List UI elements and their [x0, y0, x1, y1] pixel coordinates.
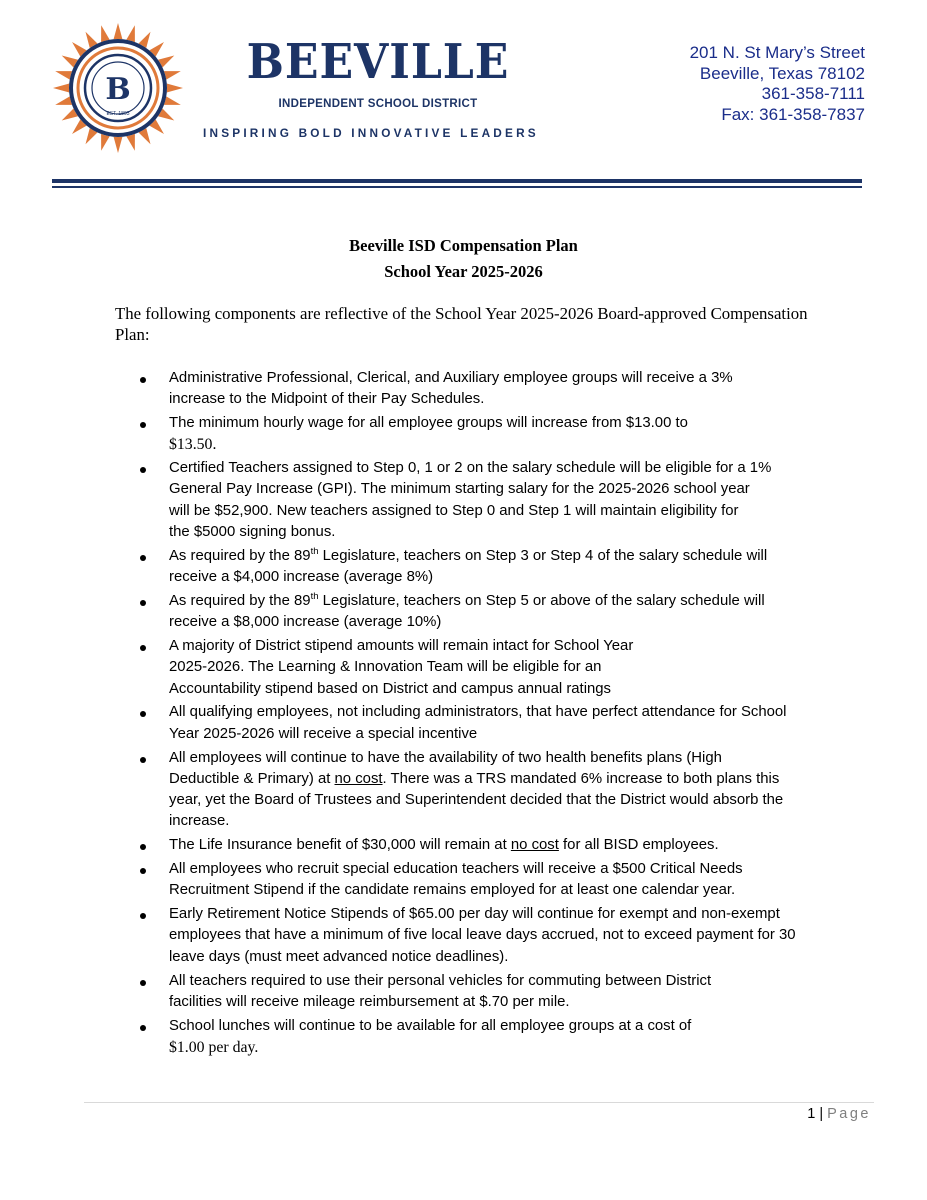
list-item: A majority of District stipend amounts will remain intact for School Year 2025-2026. The Learning & Innovation Team will be eligible for an Accountability stipend based on District and campus annual ratings [140, 636, 880, 700]
bullet-icon [140, 645, 146, 651]
bullet-icon [140, 555, 146, 561]
bullet-icon [140, 980, 146, 986]
compensation-components-list [140, 368, 880, 1061]
bullet-icon [140, 913, 146, 919]
bullet-icon [140, 844, 146, 850]
svg-text:B: B [105, 72, 131, 107]
bullet-icon [140, 711, 146, 717]
district-name: BEEVILLE [246, 34, 510, 90]
document-title: Beeville ISD Compensation Plan [349, 236, 578, 255]
header-divider-thin [52, 186, 862, 188]
district-tagline: INSPIRING BOLD INNOVATIVE LEADERS [203, 126, 539, 140]
footer-separator: | [819, 1106, 824, 1122]
district-subtitle: INDEPENDENT SCHOOL DISTRICT [278, 98, 478, 110]
list-item: As required by the 89th Legislature, teachers on Step 3 or Step 4 of the salary schedule will receive a $4,000 increase (average 8%) [140, 546, 880, 589]
address-phone: 361-358-7111 [761, 84, 865, 103]
list-item: As required by the 89th Legislature, teachers on Step 5 or above of the salary schedule will receive a $8,000 increase (average 10%) [140, 591, 880, 634]
district-address [690, 43, 865, 125]
list-item: Administrative Professional, Clerical, and Auxiliary employee groups will receive a 3% increase to the Midpoint of their Pay Schedules. [140, 368, 880, 411]
header-divider-thick [52, 179, 862, 183]
page-label: Page [827, 1106, 871, 1122]
bullet-icon [140, 422, 146, 428]
intro-paragraph: The following components are reflective of the School Year 2025-2026 Board-approved Compensation Plan: [115, 304, 808, 344]
list-item: All employees will continue to have the availability of two health benefits plans (High Deductible & Primary) at no cost. There was a TRS mandated 6% increase to both plans this year, yet the Board of Trustees and Superintendent decided that the District would absorb the increase. [140, 748, 880, 833]
bullet-icon [140, 467, 146, 473]
bullet-icon [140, 1025, 146, 1031]
address-fax: Fax: 361-358-7837 [721, 104, 865, 124]
bullet-icon [140, 377, 146, 383]
svg-text:EST. 1893: EST. 1893 [106, 111, 130, 117]
list-item: The minimum hourly wage for all employee groups will increase from $13.00 to $13.50. [140, 413, 880, 456]
bullet-icon [140, 868, 146, 874]
address-street: 201 N. St Mary’s Street [689, 43, 865, 62]
list-item: Early Retirement Notice Stipends of $65.00 per day will continue for exempt and non-exempt employees that have a minimum of five local leave days accrued, not to exceed payment for 30 leave days (must meet advanced notice deadlines). [140, 904, 880, 968]
page-number: 1 [807, 1106, 816, 1122]
bullet-icon [140, 600, 146, 606]
list-item: All qualifying employees, not including administrators, that have perfect attendance for School Year 2025-2026 will receive a special incentive [140, 702, 880, 745]
list-item: The Life Insurance benefit of $30,000 will remain at no cost for all BISD employees. [140, 835, 880, 856]
district-seal-logo [52, 22, 184, 154]
list-item: All employees who recruit special education teachers will receive a $500 Critical Needs Recruitment Stipend if the candidate remains employed for at least one calendar year. [140, 859, 880, 902]
page-number-footer [807, 1106, 871, 1122]
footer-divider [84, 1102, 874, 1103]
address-city: Beeville, Texas 78102 [699, 63, 865, 83]
list-item: All teachers required to use their personal vehicles for commuting between District facilities will receive mileage reimbursement at $.70 per mile. [140, 971, 880, 1014]
bullet-icon [140, 757, 146, 763]
list-item: School lunches will continue to be available for all employee groups at a cost of $1.00 per day. [140, 1016, 880, 1059]
document-subtitle: School Year 2025-2026 [384, 262, 543, 281]
list-item: Certified Teachers assigned to Step 0, 1 or 2 on the salary schedule will be eligible for a 1% General Pay Increase (GPI). The minimum starting salary for the 2025-2026 school year will be $52,900. New teachers assigned to Step 0 and Step 1 will maintain eligibility for the $5000 signing bonus. [140, 458, 880, 543]
